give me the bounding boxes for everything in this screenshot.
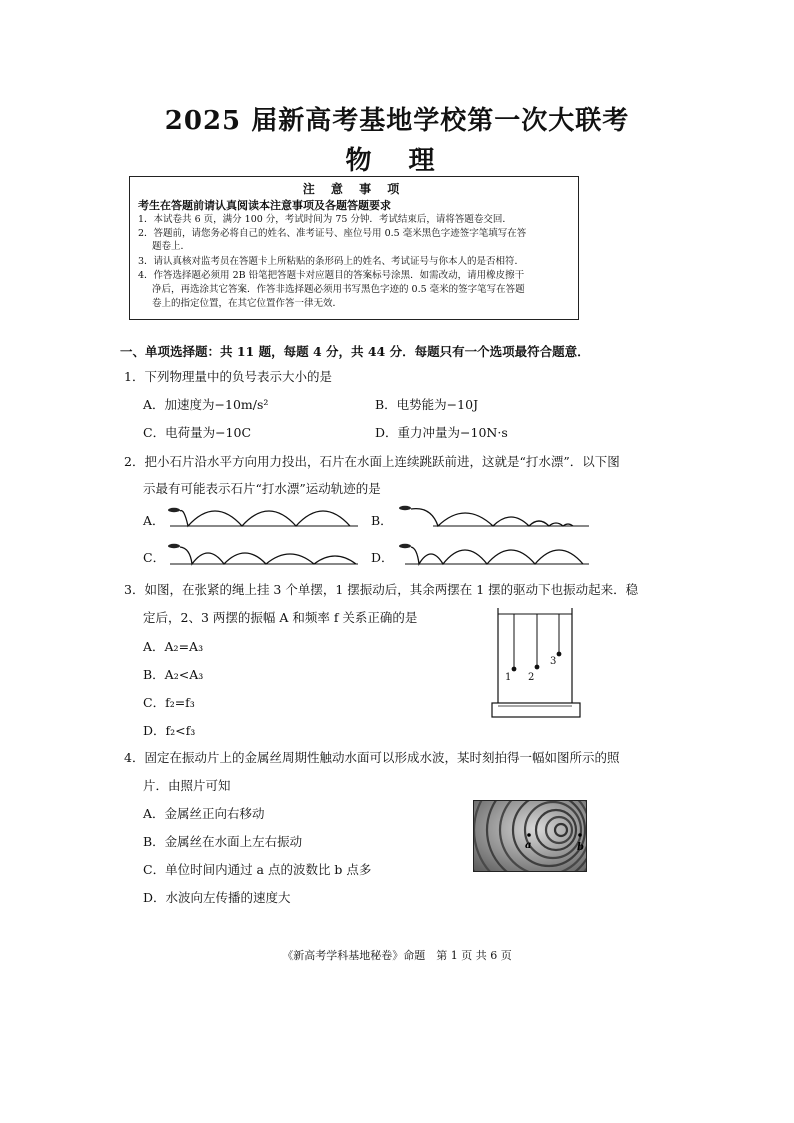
wave-label-a: a — [525, 840, 532, 851]
q2-stem-line2: 示最有可能表示石片“打水漂”运动轨迹的是 — [143, 481, 381, 496]
notice-item-3: 3．请认真核对监考员在答题卡上所粘贴的条形码上的姓名、考试证号与你本人的是否相符． — [138, 256, 525, 267]
wave-label-b: b — [577, 842, 584, 853]
q4-stem-line1: 4．固定在振动片上的金属丝周期性触动水面可以形成水波，某时刻拍得一幅如图所示的照 — [124, 750, 620, 765]
notice-item-4: 4．作答选择题必须用 2B 铅笔把答题卡对应题目的答案标号涂黑．如需改动，请用橡皮擦干 — [138, 270, 525, 281]
q3-option-d: D．f₂<f₃ — [143, 723, 196, 738]
q3-option-b: B．A₂<A₃ — [143, 667, 204, 682]
q4-option-b: B．金属丝在水面上左右振动 — [143, 834, 303, 849]
q4-wave-photo — [473, 800, 587, 872]
q1-option-d: D．重力冲量为−10N·s — [375, 425, 508, 440]
q4-option-c: C．单位时间内通过 a 点的波数比 b 点多 — [143, 862, 372, 877]
q3-stem-line2: 定后，2、3 两摆的振幅 A 和频率 f 关系正确的是 — [143, 610, 418, 625]
q3-option-a: A．A₂=A₃ — [143, 639, 204, 654]
page-footer: 《新高考学科基地秘卷》命题 第 1 页 共 6 页 — [282, 949, 512, 962]
q2-figure-b — [393, 500, 593, 534]
q4-option-d: D．水波向左传播的速度大 — [143, 890, 291, 905]
q2-figure-c — [160, 538, 360, 572]
notice-heading: 注 意 事 项 — [302, 182, 406, 196]
q4-option-a: A．金属丝正向右移动 — [143, 806, 265, 821]
notice-item-4-cont1: 净后，再选涂其它答案．作答非选择题必须用书写黑色字迹的 0.5 毫米的签字笔写在答题 — [152, 284, 525, 295]
q3-pendulum-figure — [488, 608, 588, 720]
q2-option-c: C． — [143, 550, 166, 565]
q2-figure-d — [393, 538, 593, 572]
q2-stem-line1: 2．把小石片沿水平方向用力投出，石片在水面上连续跳跃前进，这就是“打水漂”．以下图 — [124, 454, 620, 469]
pendulum-label-2: 2 — [528, 672, 535, 683]
q2-option-d: D． — [371, 550, 394, 565]
subject-title: 物 理 — [345, 146, 449, 176]
section-heading: 一、单项选择题：共 11 题，每题 4 分，共 44 分．每题只有一个选项最符合题意． — [120, 344, 590, 359]
q1-option-c: C．电荷量为−10C — [143, 425, 252, 440]
q1-option-a: A．加速度为−10m/s² — [143, 397, 269, 412]
q2-option-a: A． — [143, 513, 165, 528]
notice-item-2-cont: 题卷上． — [152, 241, 191, 252]
notice-item-4-cont2: 卷上的指定位置，在其它位置作答一律无效． — [152, 298, 343, 309]
q1-option-b: B．电势能为−10J — [375, 397, 479, 412]
exam-title: 2025 届新高考基地学校第一次大联考 — [164, 106, 630, 136]
q3-stem-line1: 3．如图，在张紧的绳上挂 3 个单摆，1 摆振动后，其余两摆在 1 摆的驱动下也振动起来．稳 — [124, 582, 639, 597]
q2-figure-a — [160, 500, 360, 534]
q4-stem-line2: 片．由照片可知 — [143, 778, 231, 793]
notice-item-2: 2．答题前，请您务必将自己的姓名、准考证号、座位号用 0.5 毫米黑色字迹签字笔填写在答 — [138, 228, 527, 239]
q2-option-b: B． — [371, 513, 393, 528]
q1-stem: 1．下列物理量中的负号表示大小的是 — [124, 369, 332, 384]
notice-item-1: 1．本试卷共 6 页，满分 100 分，考试时间为 75 分钟．考试结束后，请将答题卷交回． — [138, 214, 512, 225]
notice-subheading: 考生在答题前请认真阅读本注意事项及各题答题要求 — [138, 199, 391, 212]
q3-option-c: C．f₂=f₃ — [143, 695, 195, 710]
pendulum-label-3: 3 — [550, 656, 557, 667]
pendulum-label-1: 1 — [505, 672, 512, 683]
notice-box — [129, 176, 579, 320]
